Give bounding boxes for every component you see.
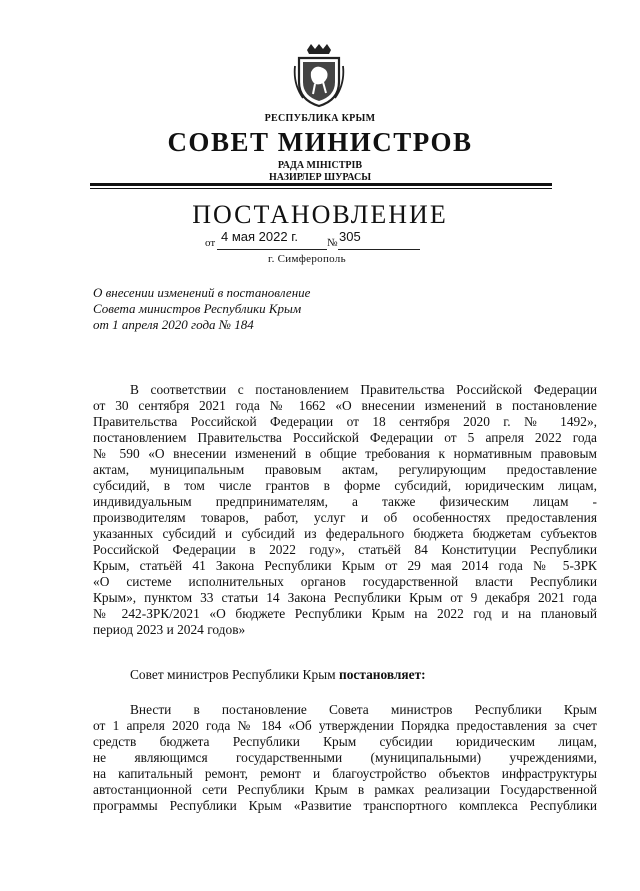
preamble-line: индивидуальным предпринимателям, а также физическим лицам -	[93, 494, 597, 509]
preamble-line: субсидий, в том числе грантов в форме субсидий, юридическим лицам,	[93, 478, 597, 493]
clause-line: программы Республики Крым «Развитие транспортного комплекса Республики	[93, 798, 597, 813]
number-underline	[338, 249, 420, 250]
clause-line: средств бюджета Республики Крым субсидии юридическим лицам,	[93, 734, 597, 749]
resolves-prefix: Совет министров Республики Крым	[130, 667, 339, 682]
date-underline	[217, 249, 327, 250]
subject-line: от 1 апреля 2020 года № 184	[93, 317, 254, 332]
preamble-line: указанных субсидий и субсидий из федерального бюджета бюджетам субъектов	[93, 526, 597, 541]
council-title-crimean-tatar: НАЗИРЛЕР ШУРАСЫ	[268, 172, 372, 183]
resolves-verb: постановляет:	[338, 667, 426, 682]
header-divider-thick	[90, 183, 552, 186]
clause-line: на капитальный ремонт, ремонт и благоустройство объектов инфраструктуры	[93, 766, 597, 781]
preamble-line: Правительства Российской Федерации от 18 сентября 2020 г. № 1492»,	[93, 414, 597, 429]
council-title-ukrainian: РАДА МІНІСТРІВ	[277, 160, 363, 171]
crimea-coat-of-arms-icon	[293, 44, 345, 108]
preamble-line: Российской Федерации в 2022 году», статьёй 84 Конституции Республики	[93, 542, 597, 557]
preamble-line: производителям товаров, работ, услуг и об особенностях предоставления	[93, 510, 597, 525]
subject-line: Совета министров Республики Крым	[93, 301, 302, 316]
preamble-line: Крым, статьёй 41 Закона Республики Крым от 29 мая 2014 года № 5-ЗРК	[93, 558, 597, 573]
preamble-line: актам, муниципальным правовым актам, регулирующим предоставление	[93, 462, 597, 477]
preamble-line: В соответствии с постановлением Правительства Российской Федерации	[130, 382, 597, 397]
preamble-line: постановлением Правительства Российской Федерации от 5 апреля 2022 года	[93, 430, 597, 445]
header-divider-thin	[90, 188, 552, 189]
decree-date: 4 мая 2022 г.	[221, 229, 298, 244]
city-name: г. Симферополь	[268, 253, 346, 265]
preamble-line: № 242-ЗРК/2021 «О бюджете Республики Крым на 2022 год и на плановый	[93, 606, 597, 621]
decree-date-number-line	[205, 229, 420, 251]
council-title: СОВЕТ МИНИСТРОВ	[167, 127, 473, 157]
republic-name: РЕСПУБЛИКА КРЫМ	[264, 113, 376, 124]
preamble-line: период 2023 и 2024 годов»	[93, 622, 246, 637]
preamble-line: Крым», пунктом 33 статьи 14 Закона Республики Крым от 9 декабря 2021 года	[93, 590, 597, 605]
subject-line: О внесении изменений в постановление	[93, 285, 311, 300]
preamble-line: «О системе исполнительных органов государственной власти Республики	[93, 574, 597, 589]
clause-line: не являющимся государственными (муниципальными) учреждениями,	[93, 750, 597, 765]
decree-number: 305	[339, 229, 361, 244]
number-prefix: №	[327, 237, 338, 249]
preamble-line: № 590 «О внесении изменений в общие требования к нормативным правовым	[93, 446, 597, 461]
clause-line: Внести в постановление Совета министров Республики Крым	[130, 702, 597, 717]
preamble-line: от 30 сентября 2021 года № 1662 «О внесении изменений в постановление	[93, 398, 597, 413]
clause-line: автостанционной сети Республики Крым в рамках реализации Государственной	[93, 782, 597, 797]
decree-subject	[93, 285, 393, 333]
document-type-title: ПОСТАНОВЛЕНИЕ	[192, 200, 448, 229]
clause-line: от 1 апреля 2020 года № 184 «Об утверждении Порядка предоставления за счет	[93, 718, 597, 733]
date-prefix: от	[205, 237, 216, 249]
resolves-statement	[130, 667, 426, 683]
